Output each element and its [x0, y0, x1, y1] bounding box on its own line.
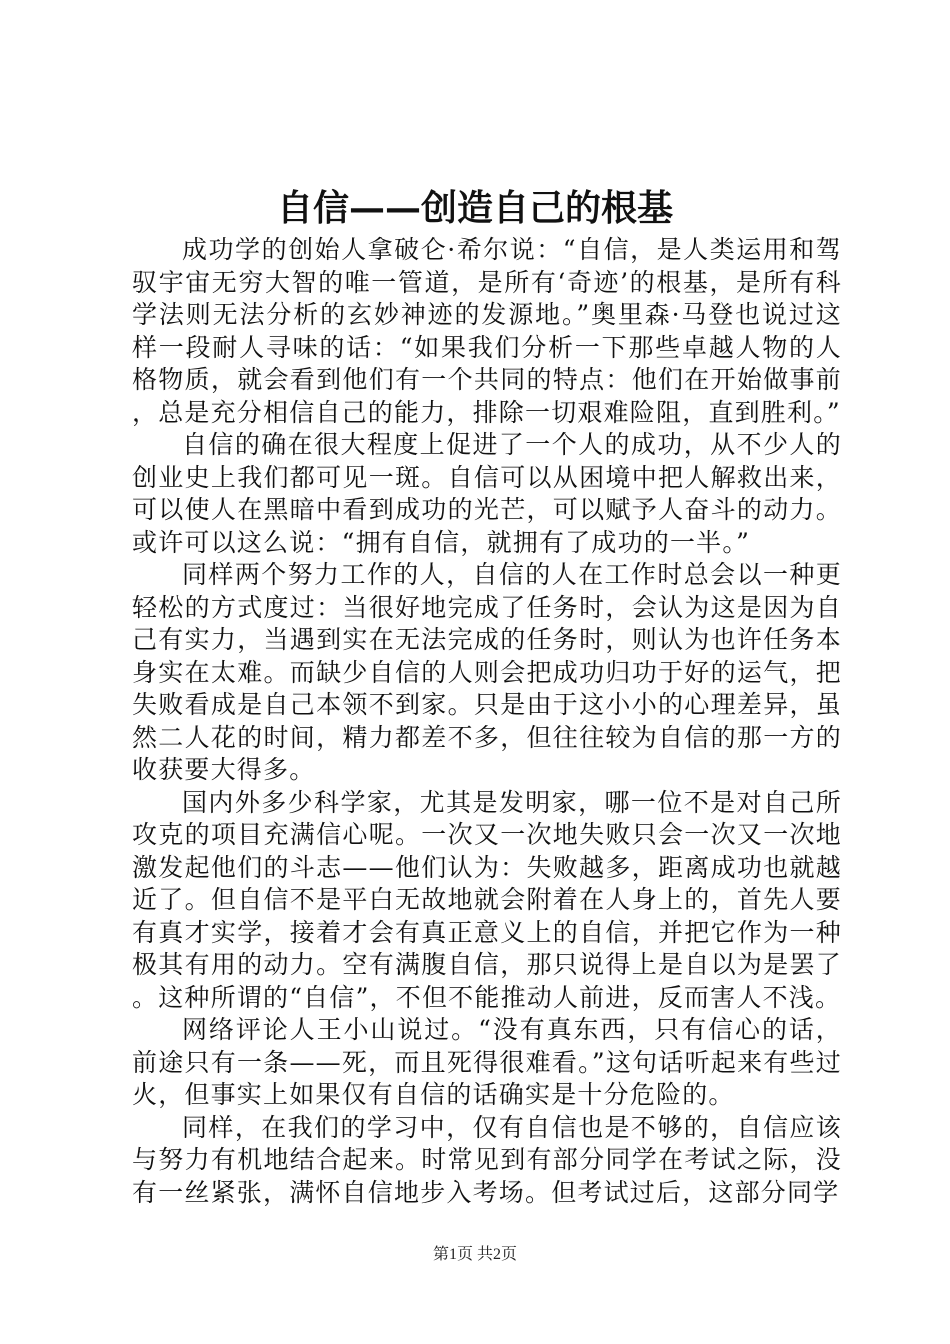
- paragraph-4: 国内外多少科学家，尤其是发明家，哪一位不是对自己所攻克的项目充满信心呢。一次又一次地失败只会一次又一次地激发起他们的斗志——他们认为：失败越多，距离成功也就越近了。但自信不是平白无故地就会附着在人身上的，首先人要有真才实学，接着才会有真正意义上的自信，并把它作为一种极其有用的动力。空有满腹自信，那只说得上是自以为是罢了。这种所谓的“自信”，不但不能推动人前进，反而害人不浅。: [132, 787, 842, 1012]
- paragraph-6: 同样，在我们的学习中，仅有自信也是不够的，自信应该与努力有机地结合起来。时常见到有部分同学在考试之际，没有一丝紧张，满怀自信地步入考场。但考试过后，这部分同学: [132, 1112, 842, 1207]
- document-body: [132, 234, 842, 1209]
- paragraph-5: 网络评论人王小山说过。“没有真东西，只有信心的话，前途只有一条——死，而且死得很难看。”这句话听起来有些过火，但事实上如果仅有自信的话确实是十分危险的。: [132, 1015, 842, 1109]
- document-title: 自信——创造自己的根基: [276, 187, 673, 229]
- page-footer: 第1页 共2页: [432, 1246, 517, 1263]
- paragraph-2: 自信的确在很大程度上促进了一个人的成功，从不少人的创业史上我们都可见一斑。自信可以从困境中把人解救出来，可以使人在黑暗中看到成功的光芒，可以赋予人奋斗的动力。或许可以这么说：“拥有自信，就拥有了成功的一半。”: [132, 430, 842, 557]
- paragraph-3: 同样两个努力工作的人，自信的人在工作时总会以一种更轻松的方式度过：当很好地完成了任务时，会认为这是因为自己有实力，当遇到实在无法完成的任务时，则认为也许任务本身实在太难。而缺少自信的人则会把成功归功于好的运气，把失败看成是自己本领不到家。只是由于这小小的心理差异，虽然二人花的时间，精力都差不多，但往往较为自信的那一方的收获要大得多。: [132, 560, 842, 784]
- paragraph-1: 成功学的创始人拿破仑·希尔说：“自信，是人类运用和驾驭宇宙无穷大智的唯一管道，是所有‘奇迹’的根基，是所有科学法则无法分析的玄妙神迹的发源地。”奥里森·马登也说过这样一段耐人寻味的话：“如果我们分析一下那些卓越人物的人格物质，就会看到他们有一个共同的特点：他们在开始做事前，总是充分相信自己的能力，排除一切艰难险阻，直到胜利。”: [132, 235, 842, 427]
